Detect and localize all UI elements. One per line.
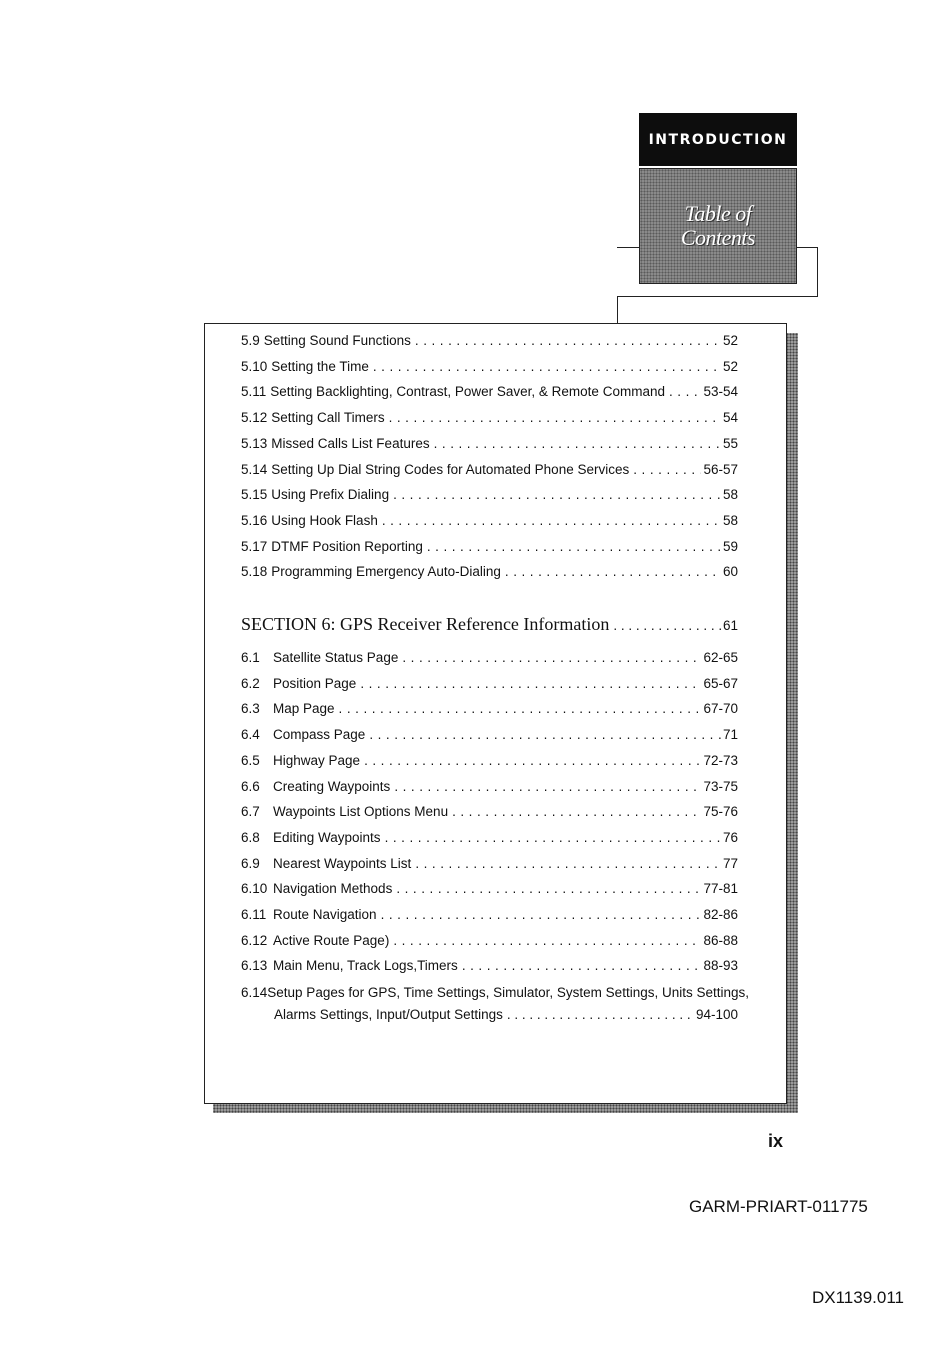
entry-page: 72-73 [703, 752, 738, 768]
entry-title: Using Prefix Dialing [271, 487, 390, 503]
entry-title: Map Page [273, 701, 335, 717]
entry-number: 6.9 [241, 855, 260, 871]
entry-page: 58 [722, 512, 738, 528]
leader-dots [339, 701, 702, 716]
entry-page: 52 [722, 333, 738, 348]
toc-entry [241, 701, 738, 721]
entry-number: 6.12 [241, 932, 268, 948]
entry-number: 5.16 [241, 512, 268, 528]
bracket-line [617, 296, 618, 324]
toc-entry [241, 487, 738, 507]
leader-dots [462, 958, 702, 973]
leader-dots [369, 727, 721, 742]
leader-dots [613, 618, 721, 633]
toc-entry [241, 804, 738, 824]
bracket-line [617, 296, 818, 297]
entry-page: 71 [722, 727, 738, 743]
entry-page: 88-93 [703, 958, 738, 974]
entry-page: 77 [722, 855, 738, 871]
entry-title: Compass Page [273, 727, 366, 743]
leader-dots [393, 933, 701, 948]
toc-entry-6-14-line1 [241, 985, 749, 1005]
toc-entry [241, 830, 738, 850]
entry-number: 6.2 [241, 675, 260, 691]
entry-title-continued: Alarms Settings, Input/Output Settings [274, 1007, 503, 1022]
entry-page: 56-57 [703, 461, 738, 477]
entry-number: 5.13 [241, 435, 268, 451]
entry-number: 6.6 [241, 778, 260, 794]
entry-page: 53-54 [703, 384, 738, 400]
toc-entry-6-14-line2 [274, 1007, 738, 1027]
entry-title: Setting Up Dial String Codes for Automated Phone Services [271, 461, 630, 477]
entry-title: Setting Backlighting, Contrast, Power Saver, & Remote Command [270, 384, 665, 400]
leader-dots [394, 779, 701, 794]
entry-title: Satellite Status Page [273, 650, 399, 665]
toc-entry [241, 513, 738, 533]
entry-number: 5.10 [241, 358, 268, 374]
toc-entry [241, 958, 738, 978]
entry-title: Main Menu, Track Logs,Timers [273, 958, 458, 974]
entry-title: Programming Emergency Auto-Dialing [271, 564, 501, 580]
entry-number: 5.15 [241, 487, 268, 503]
leader-dots [402, 650, 701, 665]
entry-page: 77-81 [703, 881, 738, 897]
entry-title: Using Hook Flash [271, 512, 378, 528]
toc-entry [241, 650, 738, 670]
entry-number: 6.7 [241, 804, 260, 820]
table-of-contents-label [639, 168, 797, 284]
leader-dots [396, 881, 701, 896]
entry-number: 6.5 [241, 752, 260, 768]
toc-line-1: Table of [684, 201, 752, 226]
bracket-line [617, 247, 639, 248]
entry-page: 76 [722, 829, 738, 845]
entry-title: Setup Pages for GPS, Time Settings, Simulator, System Settings, Units Settings, [267, 985, 749, 1000]
entry-number: 6.13 [241, 958, 268, 974]
leader-dots [364, 753, 701, 768]
section-heading-title: SECTION 6: GPS Receiver Reference Information [241, 614, 610, 634]
entry-page: 94-100 [695, 1007, 738, 1022]
leader-dots [393, 487, 721, 502]
toc-entry [241, 676, 738, 696]
leader-dots [452, 804, 701, 819]
leader-dots [507, 1007, 694, 1022]
entry-title: Route Navigation [273, 907, 377, 922]
entry-page: 58 [722, 487, 738, 503]
toc-entry [241, 539, 738, 559]
entry-number: 5.12 [241, 410, 268, 426]
leader-dots [381, 907, 702, 922]
entry-title: Highway Page [273, 752, 361, 768]
toc-entry [241, 564, 738, 584]
entry-number: 6.4 [241, 727, 260, 743]
toc-entry [241, 727, 738, 747]
entry-title: DTMF Position Reporting [271, 538, 423, 554]
entry-page: 73-75 [703, 778, 738, 794]
entry-page: 62-65 [703, 650, 738, 665]
exhibit-number: DX1139.011 [812, 1288, 904, 1307]
toc-entry [241, 333, 738, 353]
entry-number: 5.17 [241, 538, 268, 554]
toc-entry [241, 907, 738, 927]
page-number: ix [768, 1131, 784, 1151]
toc-entry [241, 856, 738, 876]
entry-title: Creating Waypoints [273, 778, 391, 794]
bracket-line [817, 247, 818, 297]
entry-title: Position Page [273, 675, 357, 691]
bates-number: GARM-PRIART-011775 [689, 1197, 868, 1216]
leader-dots [633, 462, 701, 477]
toc-entry [241, 933, 738, 953]
entry-page: 67-70 [703, 701, 738, 717]
leader-dots [382, 513, 721, 528]
entry-number: 6.11 [241, 907, 267, 922]
entry-number: 5.18 [241, 564, 268, 580]
leader-dots [505, 564, 721, 579]
leader-dots [360, 676, 701, 691]
toc-entry [241, 359, 738, 379]
entry-title: Nearest Waypoints List [273, 855, 412, 871]
entry-number: 6.3 [241, 701, 260, 717]
toc-entry [241, 779, 738, 799]
entry-page: 52 [722, 358, 738, 374]
leader-dots [415, 856, 721, 871]
leader-dots [434, 436, 721, 451]
entry-number: 6.1 [241, 650, 260, 665]
entry-title: Navigation Methods [273, 881, 393, 897]
toc-line-2: Contents [680, 225, 756, 250]
entry-page: 55 [722, 435, 738, 451]
bracket-line [797, 247, 818, 248]
entry-number: 6.8 [241, 829, 260, 845]
toc-entry [241, 753, 738, 773]
toc-entry [241, 436, 738, 456]
entry-page: 82-86 [703, 907, 738, 922]
leader-dots [385, 830, 721, 845]
entry-page: 60 [722, 564, 738, 580]
entry-page: 65-67 [703, 675, 738, 691]
entry-title: Missed Calls List Features [271, 435, 430, 451]
entry-page: 54 [722, 410, 738, 426]
toc-entry [241, 410, 738, 430]
entry-number: 5.9 [241, 333, 260, 348]
leader-dots [427, 539, 721, 554]
entry-title: Setting Call Timers [271, 410, 385, 426]
entry-page: 86-88 [703, 932, 738, 948]
entry-number: 6.10 [241, 881, 268, 897]
section-tab-introduction: INTRODUCTION [639, 113, 797, 166]
entry-number: 5.14 [241, 461, 268, 477]
section-6-heading [241, 614, 738, 638]
leader-dots [389, 410, 721, 425]
entry-page: 75-76 [703, 804, 738, 820]
entry-title: Setting Sound Functions [263, 333, 411, 348]
leader-dots [669, 384, 702, 399]
toc-entry [241, 384, 738, 404]
entry-title: Waypoints List Options Menu [273, 804, 449, 820]
entry-title: Setting the Time [271, 358, 369, 374]
section-heading-page: 61 [722, 618, 738, 633]
entry-number: 6.14 [241, 985, 268, 1000]
entry-number: 5.11 [241, 384, 267, 400]
toc-entry [241, 462, 738, 482]
entry-page: 59 [722, 538, 738, 554]
leader-dots [415, 333, 721, 348]
entry-title: Editing Waypoints [273, 829, 381, 845]
toc-entry [241, 881, 738, 901]
entry-title: Active Route Page) [273, 932, 390, 948]
leader-dots [373, 359, 721, 374]
